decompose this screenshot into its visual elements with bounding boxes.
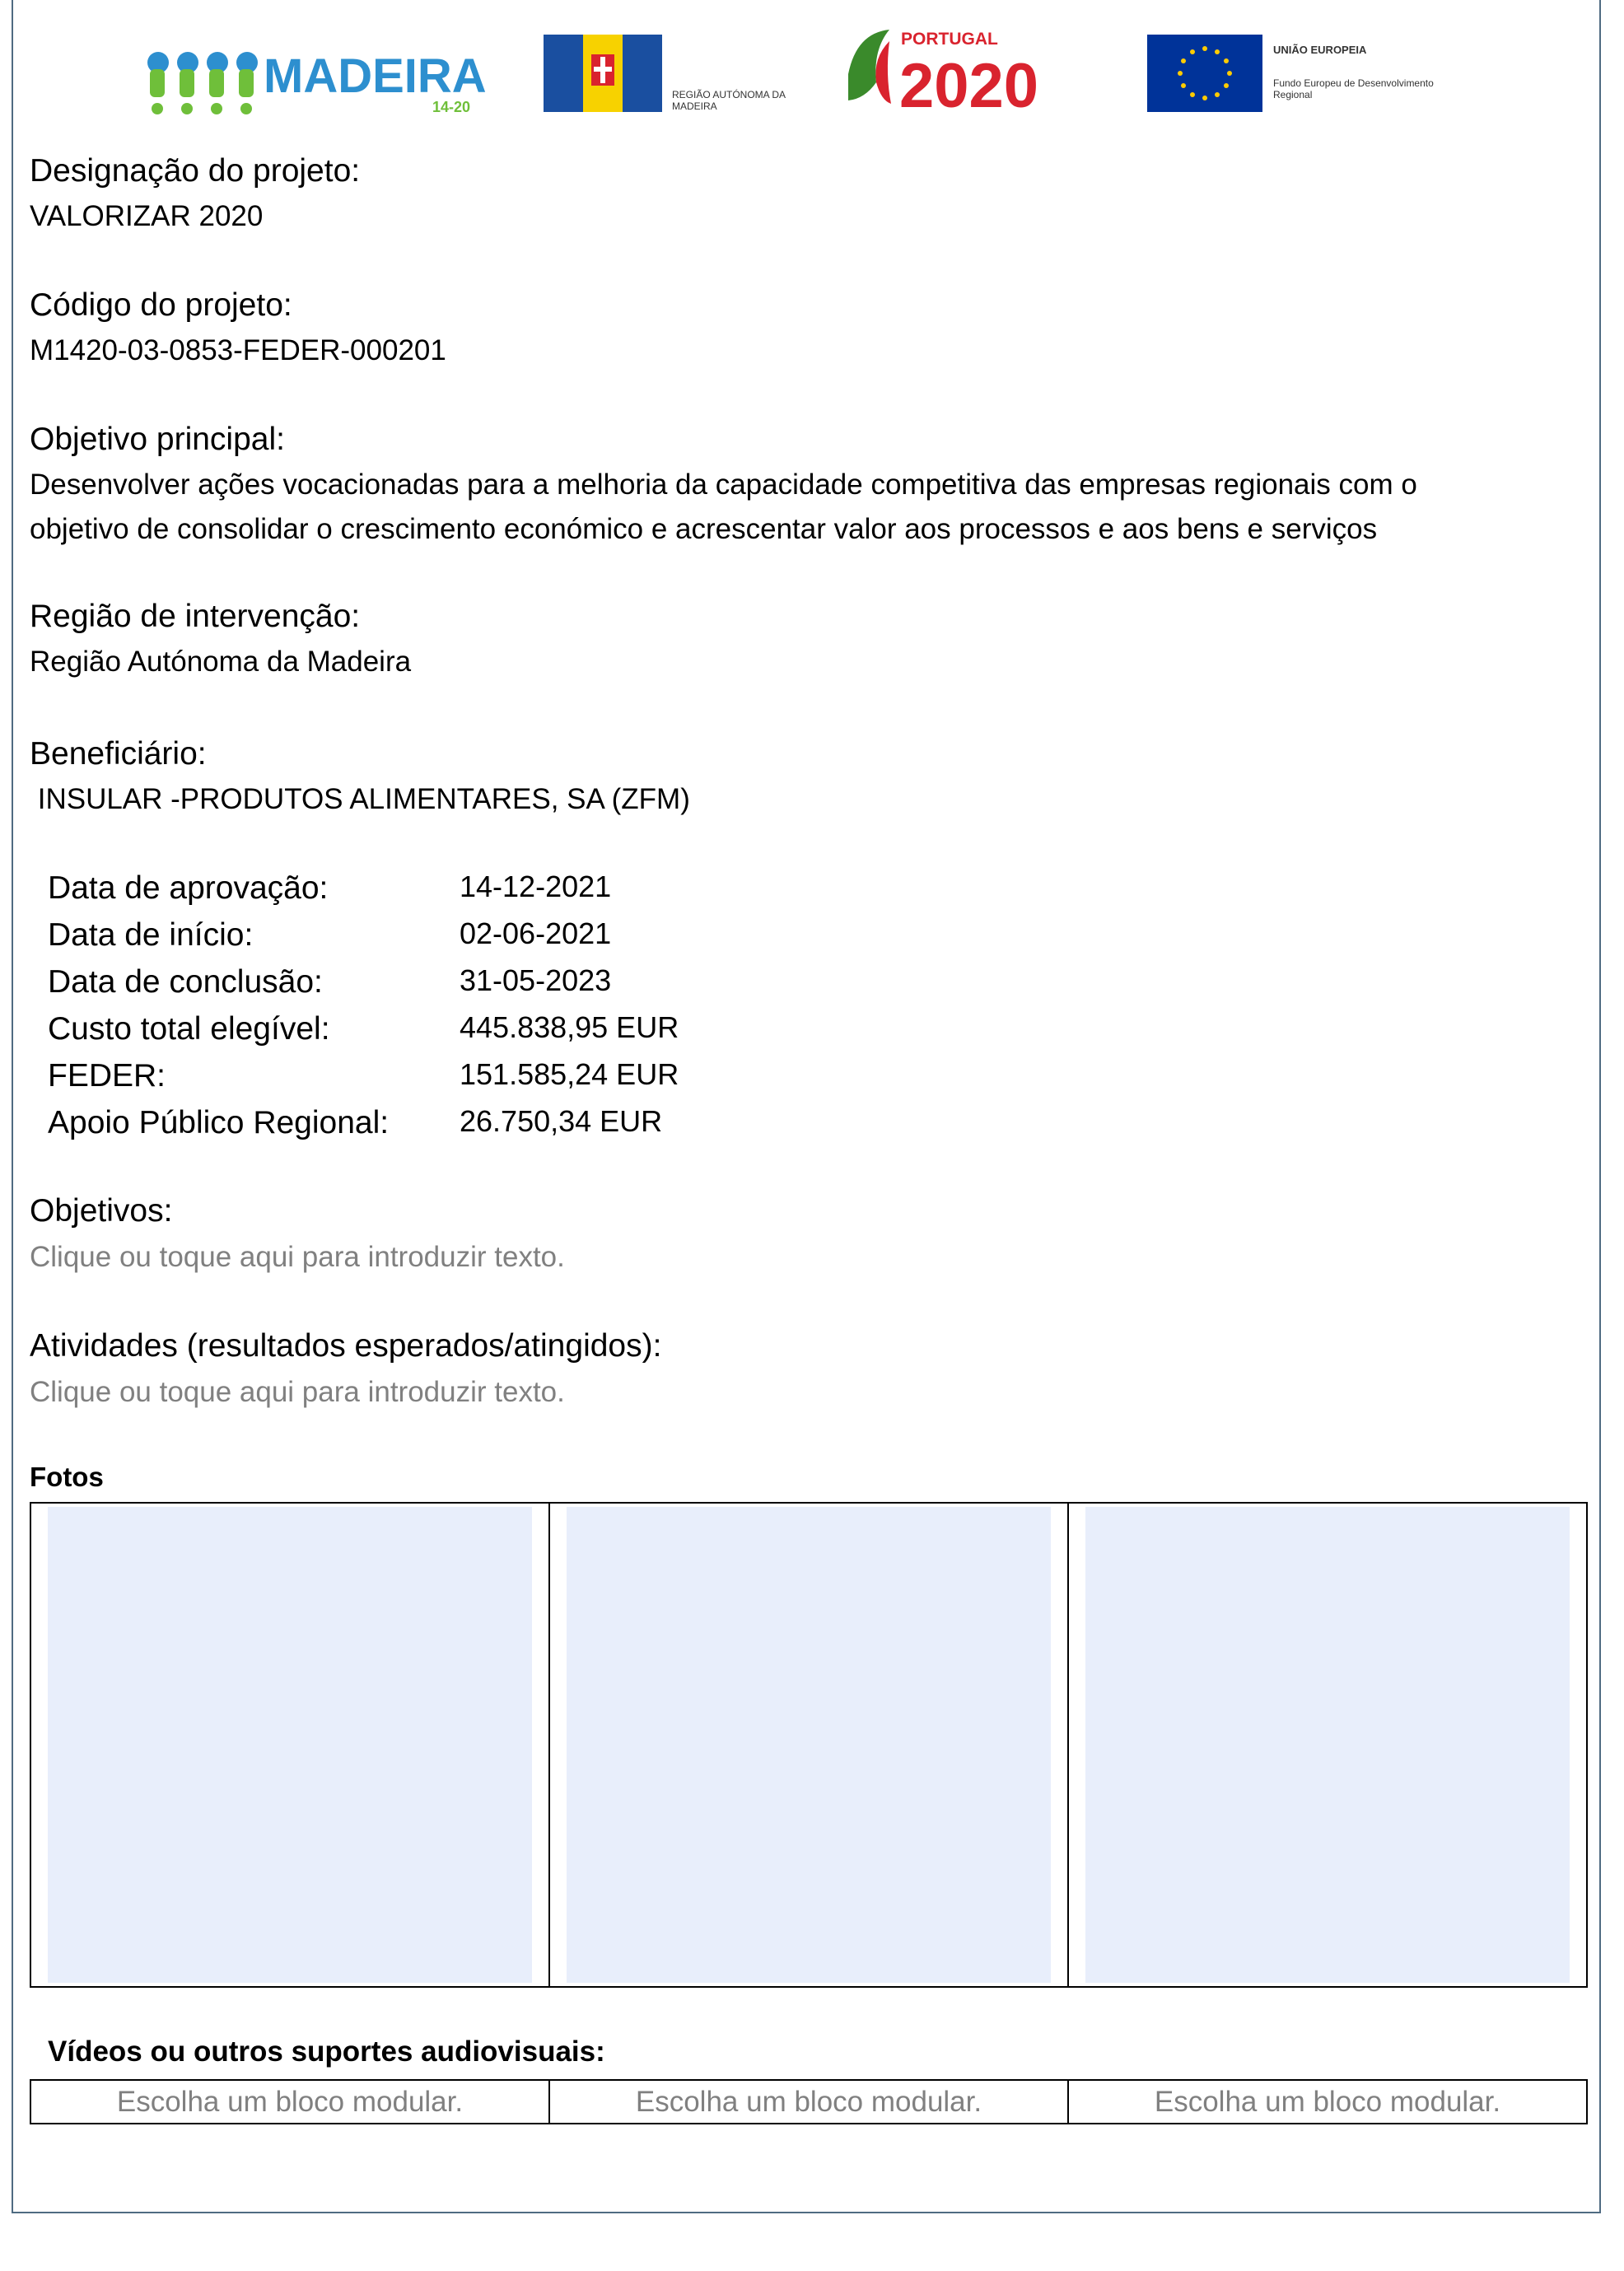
- regiao-autonoma-madeira-logo: [544, 30, 791, 112]
- beneficiary-label: Beneficiário:: [30, 736, 207, 772]
- designation-label: Designação do projeto:: [30, 153, 361, 189]
- code-label: Código do projeto:: [30, 287, 292, 323]
- eu-logo-subtext: Fundo Europeu de Desenvolvimento Regional: [1273, 77, 1434, 100]
- portugal-logo-year: 2020: [899, 51, 1039, 115]
- info-value: 445.838,95 EUR: [460, 1010, 679, 1044]
- objective-line-1: Desenvolver ações vocacionadas para a melhoria da capacidade competitiva das empresas regionais com o: [30, 469, 1417, 501]
- objective-line-2: objetivo de consolidar o crescimento económico e acrescentar valor aos processos e aos bens e serviços: [30, 513, 1378, 545]
- info-value: 02-06-2021: [460, 916, 612, 950]
- video-block-selector[interactable]: Escolha um bloco modular.: [31, 2081, 550, 2123]
- info-key: Data de conclusão:: [48, 964, 323, 1000]
- info-value: 151.585,24 EUR: [460, 1057, 679, 1091]
- fotos-title: Fotos: [30, 1462, 104, 1492]
- objetivos-label: Objetivos:: [30, 1193, 173, 1229]
- portugal-2020-logo: [840, 25, 1104, 115]
- header-logos: [0, 25, 1624, 124]
- foto-cell: [550, 1504, 1069, 1986]
- info-key: Apoio Público Regional:: [48, 1105, 390, 1140]
- madeira-14-20-logo: [140, 33, 494, 115]
- info-key: Data de início:: [48, 917, 254, 953]
- info-key: Custo total elegível:: [48, 1011, 330, 1047]
- foto-cell: [1069, 1504, 1586, 1986]
- videos-grid: [30, 2079, 1588, 2124]
- atividades-label: Atividades (resultados esperados/atingidos):: [30, 1328, 662, 1364]
- region-label: Região de intervenção:: [30, 599, 361, 634]
- info-value: 31-05-2023: [460, 963, 612, 997]
- region-value: Região Autónoma da Madeira: [30, 646, 412, 678]
- beneficiary-value: INSULAR -PRODUTOS ALIMENTARES, SA (ZFM): [30, 783, 690, 815]
- atividades-placeholder[interactable]: Clique ou toque aqui para introduzir texto.: [30, 1376, 565, 1408]
- uniao-europeia-logo: [1147, 30, 1460, 112]
- designation-value: VALORIZAR 2020: [30, 200, 264, 232]
- foto-placeholder[interactable]: [48, 1507, 532, 1983]
- foto-placeholder[interactable]: [1085, 1507, 1570, 1983]
- info-value: 26.750,34 EUR: [460, 1104, 663, 1138]
- videos-title: Vídeos ou outros suportes audiovisuais:: [48, 2036, 605, 2068]
- portugal-logo-text: PORTUGAL: [901, 30, 998, 49]
- video-block-selector[interactable]: Escolha um bloco modular.: [1154, 2086, 1501, 2118]
- objective-label: Objetivo principal:: [30, 422, 285, 457]
- objetivos-placeholder[interactable]: Clique ou toque aqui para introduzir texto.: [30, 1241, 565, 1273]
- fotos-grid: [30, 1502, 1588, 1988]
- madeira-logo-text: MADEIRA: [264, 49, 487, 103]
- madeira-logo-subtext: 14-20: [432, 99, 471, 115]
- code-value: M1420-03-0853-FEDER-000201: [30, 334, 446, 366]
- info-key: FEDER:: [48, 1058, 166, 1094]
- video-block-selector[interactable]: Escolha um bloco modular.: [550, 2081, 1069, 2123]
- info-value: 14-12-2021: [460, 870, 612, 903]
- info-key: Data de aprovação:: [48, 870, 329, 906]
- eu-logo-title: UNIÃO EUROPEIA: [1273, 44, 1367, 56]
- foto-cell: [31, 1504, 550, 1986]
- ram-logo-caption: REGIÃO AUTÓNOMA DA MADEIRA: [672, 89, 786, 112]
- foto-placeholder[interactable]: [567, 1507, 1051, 1983]
